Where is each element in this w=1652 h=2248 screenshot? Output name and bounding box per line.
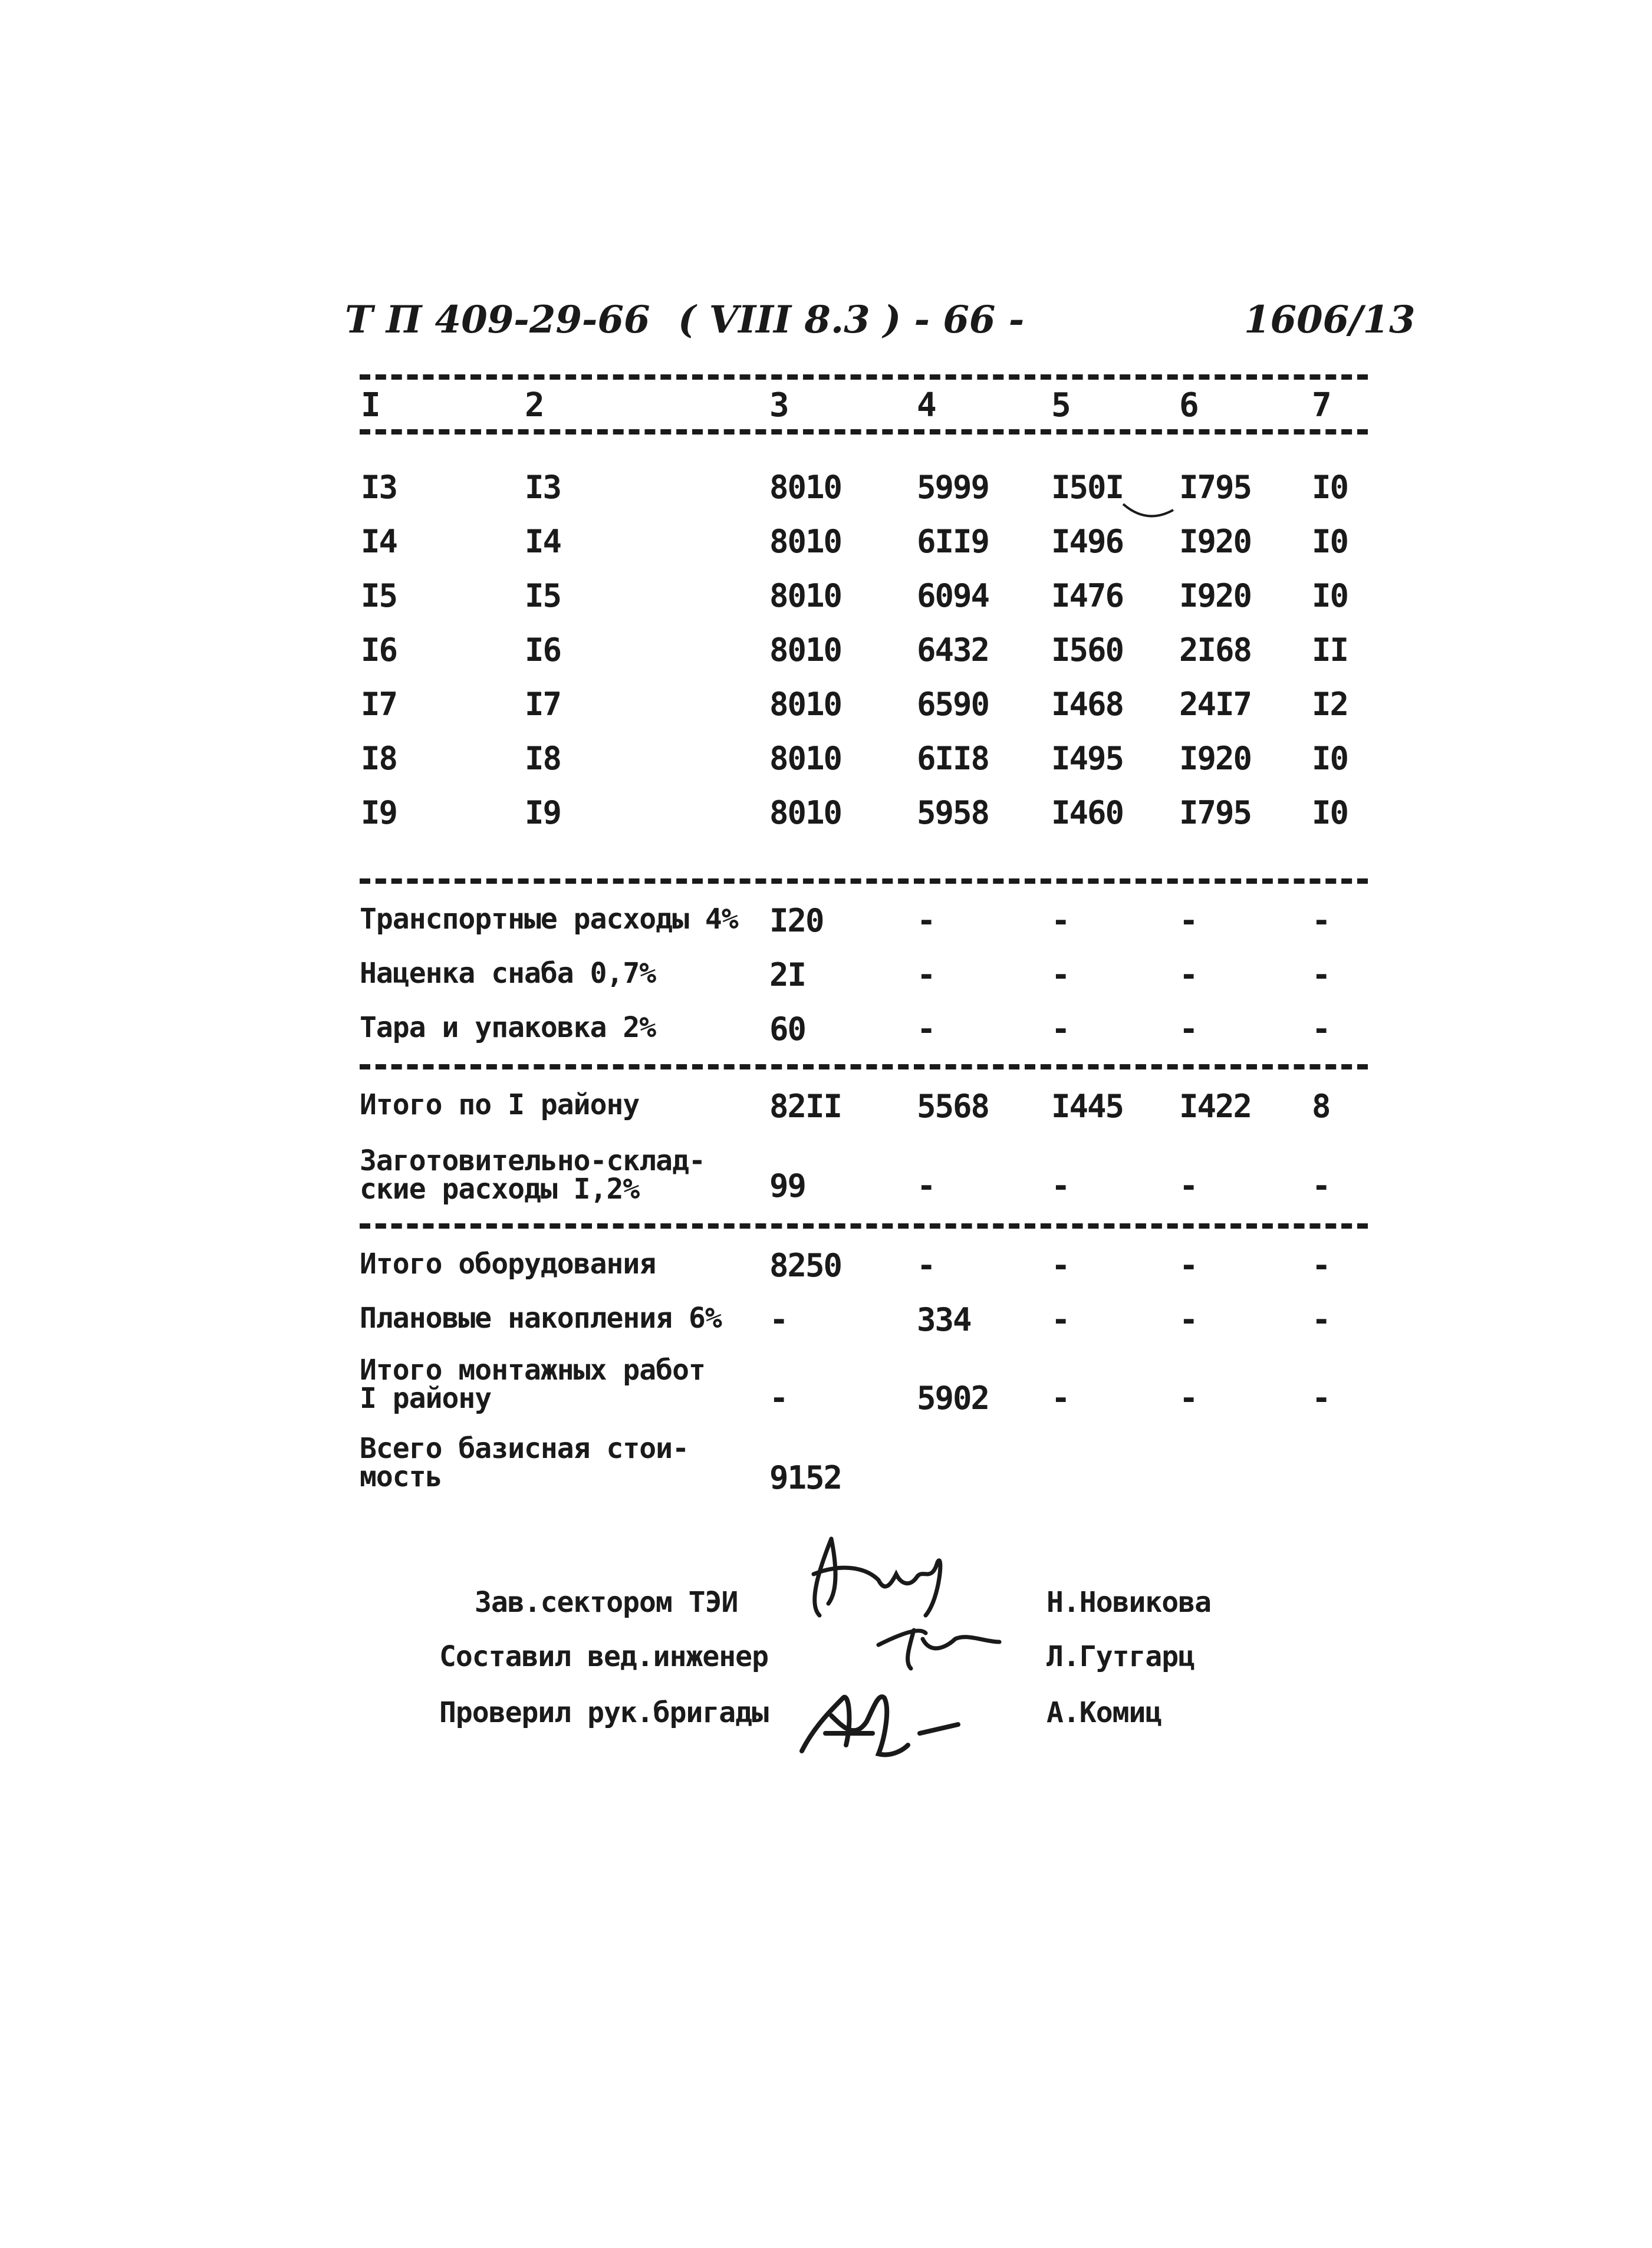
handwritten-signature-icon — [796, 1527, 955, 1627]
header-bottom-rule — [360, 429, 1368, 435]
table-cell: I3 — [525, 469, 561, 506]
row-label-transport: Транспортные расходы 4% — [360, 903, 738, 936]
table-cell: - — [1312, 1167, 1330, 1204]
table-cell: 8010 — [769, 523, 842, 560]
column-header-7: 7 — [1312, 386, 1332, 424]
section-rule — [360, 1223, 1368, 1229]
table-cell: I7 — [525, 686, 561, 723]
table-cell: I9 — [361, 794, 397, 831]
table-cell: - — [1179, 902, 1197, 939]
column-header-2: 2 — [525, 386, 545, 424]
table-cell: 8010 — [769, 686, 842, 723]
table-cell: I920 — [1179, 740, 1252, 777]
table-cell: 2I — [769, 956, 806, 993]
row-label-procurement-l2: ские расходы I,2% — [360, 1173, 640, 1206]
table-cell: 2I68 — [1179, 631, 1252, 669]
table-cell: 6432 — [917, 631, 989, 669]
table-cell: I9 — [525, 794, 561, 831]
table-cell: I0 — [1312, 740, 1348, 777]
row-label-installation-l1: Итого монтажных работ — [360, 1354, 705, 1387]
table-cell: I7 — [361, 686, 397, 723]
table-cell: - — [1051, 1247, 1069, 1284]
page-number: ( VIII 8.3 ) - 66 - — [678, 298, 1025, 342]
table-cell: I4 — [361, 523, 397, 560]
row-label-total-equipment: Итого оборудования — [360, 1248, 656, 1281]
table-cell: I795 — [1179, 469, 1252, 506]
table-cell: 8250 — [769, 1247, 842, 1284]
table-cell: 8010 — [769, 740, 842, 777]
table-cell: 5958 — [917, 794, 989, 831]
row-label-markup: Наценка снаба 0,7% — [360, 957, 656, 990]
table-cell: I920 — [1179, 577, 1252, 614]
table-cell: - — [1179, 1167, 1197, 1204]
table-cell: - — [1179, 1301, 1197, 1338]
table-cell: I5 — [361, 577, 397, 614]
table-cell: - — [1179, 1247, 1197, 1284]
table-cell: 5999 — [917, 469, 989, 506]
document-code: Т П 409-29-66 — [345, 298, 650, 342]
table-cell: I476 — [1051, 577, 1124, 614]
table-cell: 8010 — [769, 631, 842, 669]
table-cell: - — [1051, 1380, 1069, 1417]
column-header-6: 6 — [1179, 386, 1199, 424]
table-cell: I445 — [1051, 1088, 1124, 1125]
row-label-total-base-cost-l1: Всего базисная стои- — [360, 1432, 689, 1465]
table-cell: I460 — [1051, 794, 1124, 831]
table-cell: I422 — [1179, 1088, 1252, 1125]
table-cell: - — [917, 1247, 935, 1284]
table-cell: 6II9 — [917, 523, 989, 560]
table-cell: I8 — [525, 740, 561, 777]
table-cell: I6 — [525, 631, 561, 669]
signature-role: Составил вед.инженер — [439, 1640, 768, 1673]
row-label-total-district: Итого по I району — [360, 1088, 640, 1121]
table-cell: 99 — [769, 1167, 806, 1204]
row-label-procurement-l1: Заготовительно-склад- — [360, 1144, 705, 1177]
table-cell: I468 — [1051, 686, 1124, 723]
table-cell: I795 — [1179, 794, 1252, 831]
sheet-reference: 1606/13 — [1244, 298, 1416, 342]
table-cell: I496 — [1051, 523, 1124, 560]
table-cell: - — [917, 1167, 935, 1204]
table-cell: I4 — [525, 523, 561, 560]
table-cell: - — [917, 902, 935, 939]
table-cell: - — [1312, 1301, 1330, 1338]
table-cell: I0 — [1312, 469, 1348, 506]
table-cell: I50I — [1051, 469, 1124, 506]
table-cell: 8010 — [769, 577, 842, 614]
table-cell: 6094 — [917, 577, 989, 614]
table-cell: 8010 — [769, 469, 842, 506]
table-cell: I6 — [361, 631, 397, 669]
table-cell: I560 — [1051, 631, 1124, 669]
table-cell: I2 — [1312, 686, 1348, 723]
row-label-total-base-cost-l2: мость — [360, 1460, 442, 1493]
signature-name: А.Комиц — [1047, 1696, 1162, 1729]
table-cell: - — [917, 956, 935, 993]
section-rule — [360, 1064, 1368, 1069]
table-cell: I0 — [1312, 794, 1348, 831]
table-cell: 6590 — [917, 686, 989, 723]
table-cell: - — [1051, 956, 1069, 993]
table-cell: I8 — [361, 740, 397, 777]
table-cell: I920 — [1179, 523, 1252, 560]
signature-name: Н.Новикова — [1047, 1586, 1211, 1619]
table-cell: - — [1179, 1380, 1197, 1417]
table-cell: I3 — [361, 469, 397, 506]
column-header-1: I — [361, 386, 381, 424]
table-cell: I0 — [1312, 577, 1348, 614]
handwritten-signature-icon — [867, 1621, 1002, 1680]
row-label-installation-l2: I району — [360, 1382, 492, 1415]
table-cell: - — [1051, 1011, 1069, 1048]
table-cell: 5902 — [917, 1380, 989, 1417]
table-cell: I495 — [1051, 740, 1124, 777]
table-top-rule — [360, 374, 1368, 380]
table-cell: - — [1179, 1011, 1197, 1048]
table-cell: I0 — [1312, 523, 1348, 560]
table-cell: 8010 — [769, 794, 842, 831]
table-cell: 82II — [769, 1088, 842, 1125]
row-label-packaging: Тара и упаковка 2% — [360, 1011, 656, 1044]
table-cell: - — [1179, 956, 1197, 993]
section-rule — [360, 878, 1368, 884]
pencil-mark-icon — [1120, 501, 1179, 531]
table-cell: - — [1051, 1167, 1069, 1204]
table-cell: 24I7 — [1179, 686, 1252, 723]
table-cell: - — [1051, 902, 1069, 939]
table-cell: - — [1312, 902, 1330, 939]
signature-role: Зав.сектором ТЭИ — [475, 1586, 738, 1619]
table-cell: - — [769, 1380, 788, 1417]
table-cell: 9152 — [769, 1459, 842, 1496]
table-cell: 6II8 — [917, 740, 989, 777]
table-cell: 334 — [917, 1301, 971, 1338]
signature-name: Л.Гутгарц — [1047, 1640, 1195, 1673]
table-cell: - — [917, 1011, 935, 1048]
row-label-planned-savings: Плановые накопления 6% — [360, 1302, 722, 1335]
table-cell: 5568 — [917, 1088, 989, 1125]
table-cell: - — [769, 1301, 788, 1338]
table-cell: - — [1312, 956, 1330, 993]
column-header-3: 3 — [769, 386, 789, 424]
table-cell: 8 — [1312, 1088, 1330, 1125]
table-cell: II — [1312, 631, 1348, 669]
table-cell: I5 — [525, 577, 561, 614]
handwritten-signature-icon — [790, 1674, 961, 1769]
table-cell: I20 — [769, 902, 824, 939]
column-header-5: 5 — [1051, 386, 1071, 424]
table-cell: - — [1312, 1380, 1330, 1417]
table-cell: 60 — [769, 1011, 806, 1048]
table-cell: - — [1312, 1247, 1330, 1284]
table-cell: - — [1312, 1011, 1330, 1048]
signature-role: Проверил рук.бригады — [439, 1696, 768, 1729]
column-header-4: 4 — [917, 386, 937, 424]
table-cell: - — [1051, 1301, 1069, 1338]
